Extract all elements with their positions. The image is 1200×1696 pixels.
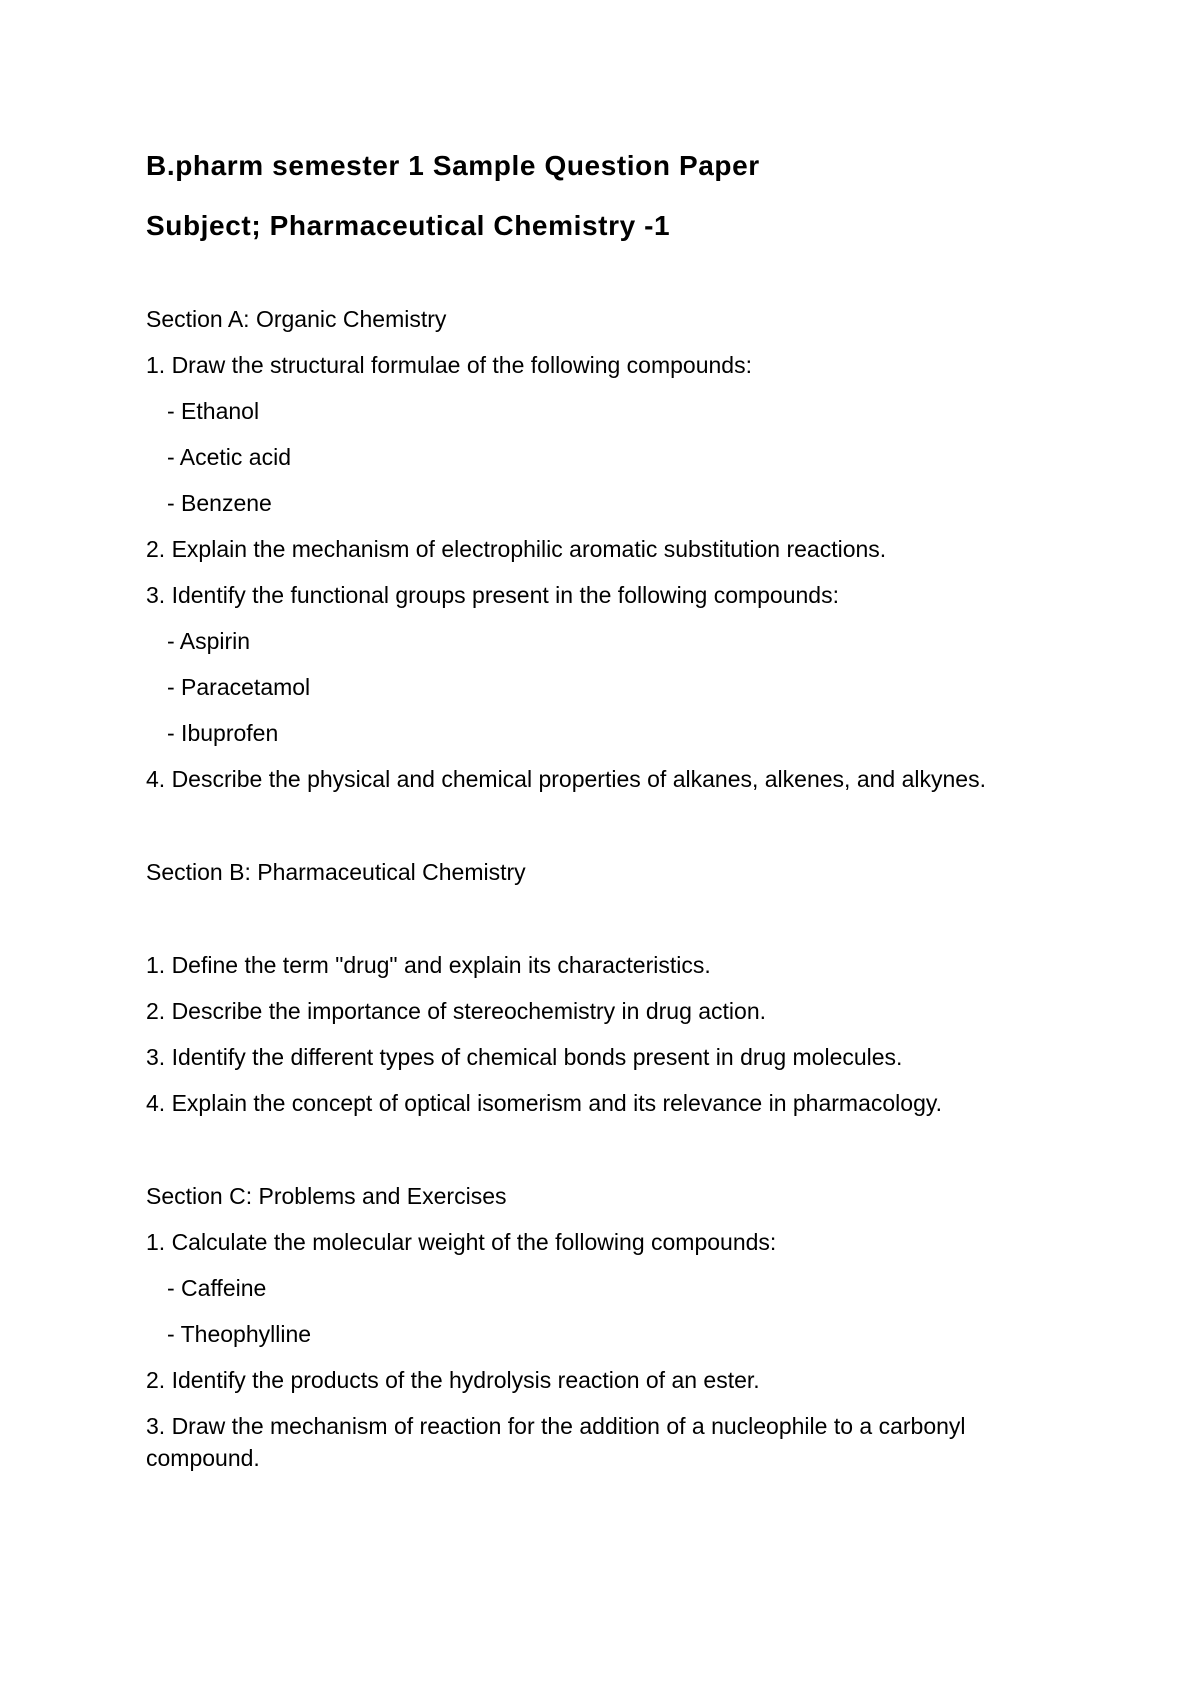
question-paper bbox=[146, 148, 1046, 1474]
section-c-question-1-item-1: - Caffeine bbox=[167, 1275, 267, 1301]
paper-title: B.pharm semester 1 Sample Question Paper bbox=[146, 150, 760, 181]
section-a bbox=[146, 303, 1046, 795]
section-b-question-3: 3. Identify the different types of chemical bonds present in drug molecules. bbox=[146, 1044, 903, 1070]
section-b bbox=[146, 856, 1046, 1119]
section-c bbox=[146, 1180, 1046, 1474]
section-a-question-2: 2. Explain the mechanism of electrophilic aromatic substitution reactions. bbox=[146, 536, 887, 562]
paper-subject: Subject; Pharmaceutical Chemistry -1 bbox=[146, 210, 671, 241]
section-a-question-4: 4. Describe the physical and chemical properties of alkanes, alkenes, and alkynes. bbox=[146, 766, 986, 792]
section-b-title: Section B: Pharmaceutical Chemistry bbox=[146, 859, 526, 885]
section-c-question-3: 3. Draw the mechanism of reaction for the addition of a nucleophile to a carbonyl compound. bbox=[146, 1413, 966, 1471]
section-c-title: Section C: Problems and Exercises bbox=[146, 1183, 507, 1209]
section-a-question-1-item-1: - Ethanol bbox=[167, 398, 260, 424]
section-a-question-3: 3. Identify the functional groups present in the following compounds: bbox=[146, 582, 839, 608]
section-a-question-3-item-2: - Paracetamol bbox=[167, 674, 311, 700]
section-a-question-1: 1. Draw the structural formulae of the following compounds: bbox=[146, 352, 752, 378]
section-b-question-1: 1. Define the term "drug" and explain its characteristics. bbox=[146, 952, 711, 978]
section-a-question-3-item-1: - Aspirin bbox=[167, 628, 251, 654]
section-c-question-2: 2. Identify the products of the hydrolysis reaction of an ester. bbox=[146, 1367, 760, 1393]
section-c-question-1: 1. Calculate the molecular weight of the following compounds: bbox=[146, 1229, 777, 1255]
section-a-question-3-item-3: - Ibuprofen bbox=[167, 720, 279, 746]
section-b-question-2: 2. Describe the importance of stereochemistry in drug action. bbox=[146, 998, 767, 1024]
section-a-question-1-item-2: - Acetic acid bbox=[167, 444, 291, 470]
section-a-title: Section A: Organic Chemistry bbox=[146, 306, 447, 332]
section-c-question-1-item-2: - Theophylline bbox=[167, 1321, 312, 1347]
section-b-question-4: 4. Explain the concept of optical isomerism and its relevance in pharmacology. bbox=[146, 1090, 943, 1116]
section-a-question-1-item-3: - Benzene bbox=[167, 490, 272, 516]
